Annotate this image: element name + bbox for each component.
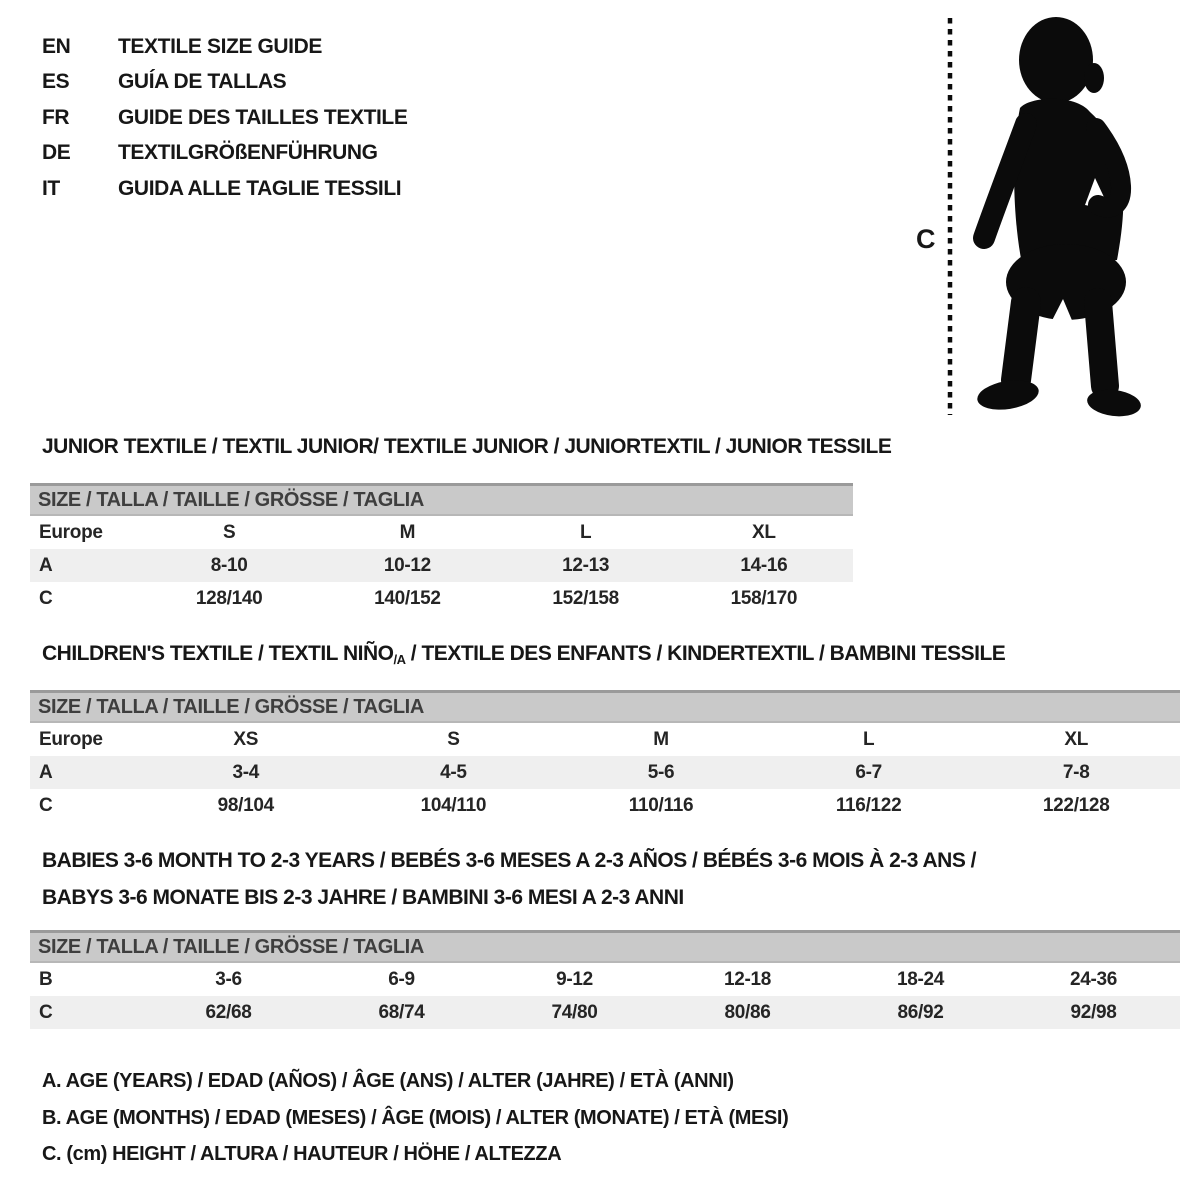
language-code: FR	[42, 105, 70, 129]
value-cell: 158/170	[730, 587, 798, 609]
row-label: A	[39, 554, 53, 576]
size-cell: L	[862, 728, 875, 750]
table-row-height	[30, 996, 1180, 1029]
value-cell: 80/86	[724, 1001, 771, 1023]
value-cell: 8-10	[210, 554, 248, 576]
row-label: Europe	[39, 728, 103, 750]
language-title: GUIDE DES TAILLES TEXTILE	[118, 105, 408, 129]
row-label: B	[39, 968, 53, 990]
babies-heading-line2: BABYS 3-6 MONATE BIS 2-3 JAHRE / BAMBINI 3-6 MESI A 2-3 ANNI	[42, 885, 684, 909]
value-cell: 140/152	[374, 587, 441, 609]
language-code: IT	[42, 176, 60, 200]
size-cell: S	[447, 728, 460, 750]
value-cell: 122/128	[1042, 794, 1110, 816]
measurement-legend	[42, 1063, 788, 1173]
value-cell: 12-13	[562, 554, 610, 576]
babies-section-heading	[42, 843, 976, 916]
size-header-bar: SIZE / TALLA / TAILLE / GRÖSSE / TAGLIA	[30, 690, 1180, 723]
language-title-list	[42, 29, 407, 206]
value-cell: 152/158	[552, 587, 619, 609]
children-heading-pre: CHILDREN'S TEXTILE / TEXTIL NIÑO	[42, 642, 394, 665]
value-cell: 74/80	[551, 1001, 598, 1023]
row-label: C	[39, 794, 53, 816]
language-title: TEXTILGRÖßENFÜHRUNG	[118, 141, 378, 165]
children-size-table	[30, 690, 1180, 822]
table-row-europe	[30, 516, 853, 549]
table-row-europe	[30, 723, 1180, 756]
value-cell: 3-6	[215, 968, 242, 990]
row-label: C	[39, 587, 53, 609]
legend-line-a: A. AGE (YEARS) / EDAD (AÑOS) / ÂGE (ANS) / ALTER (JAHRE) / ETÀ (ANNI)	[42, 1070, 734, 1092]
value-cell: 110/116	[628, 794, 694, 816]
size-cell: L	[579, 521, 592, 543]
size-cell: XL	[1064, 728, 1089, 750]
toddler-silhouette-icon	[975, 17, 1142, 419]
language-row-fr	[42, 100, 407, 135]
language-title: GUIDA ALLE TAGLIE TESSILI	[118, 176, 402, 200]
language-row-it	[42, 171, 407, 206]
junior-size-table	[30, 483, 853, 615]
value-cell: 10-12	[383, 554, 431, 576]
value-cell: 18-24	[896, 968, 945, 990]
language-code: EN	[42, 35, 71, 58]
value-cell: 24-36	[1069, 968, 1118, 990]
table-row-age	[30, 549, 853, 582]
value-cell: 62/68	[205, 1001, 252, 1023]
value-cell: 128/140	[195, 587, 263, 609]
babies-heading-line1: BABIES 3-6 MONTH TO 2-3 YEARS / BEBÉS 3-6 MESES A 2-3 AÑOS / BÉBÉS 3-6 MOIS À 2-3 ANS /	[42, 849, 977, 872]
value-cell: 14-16	[740, 554, 788, 576]
junior-section-heading: JUNIOR TEXTILE / TEXTIL JUNIOR/ TEXTILE JUNIOR / JUNIORTEXTIL / JUNIOR TESSILE	[42, 435, 892, 458]
value-cell: 86/92	[897, 1001, 944, 1023]
legend-line-b: B. AGE (MONTHS) / EDAD (MESES) / ÂGE (MOIS) / ALTER (MONATE) / ETÀ (MESI)	[42, 1106, 789, 1129]
height-label: C	[916, 224, 936, 254]
table-row-age	[30, 756, 1180, 789]
size-cell: M	[399, 521, 416, 543]
babies-size-table	[30, 930, 1180, 1029]
size-header-bar: SIZE / TALLA / TAILLE / GRÖSSE / TAGLIA	[30, 483, 853, 516]
children-section-heading	[42, 642, 1005, 667]
row-label: A	[39, 761, 53, 783]
language-title: TEXTILE SIZE GUIDE	[118, 35, 322, 58]
row-label: Europe	[39, 521, 103, 543]
language-title: GUÍA DE TALLAS	[118, 70, 287, 94]
children-heading-post: / TEXTILE DES ENFANTS / KINDERTEXTIL / BAMBINI TESSILE	[405, 642, 1006, 665]
value-cell: 68/74	[378, 1001, 425, 1023]
value-cell: 92/98	[1070, 1001, 1117, 1023]
value-cell: 116/122	[835, 794, 902, 816]
value-cell: 6-7	[855, 761, 882, 783]
language-row-es	[42, 64, 407, 99]
table-row-months	[30, 963, 1180, 996]
language-code: DE	[42, 141, 71, 165]
size-cell: XS	[233, 728, 259, 750]
language-code: ES	[42, 70, 70, 94]
children-heading-sub: /A	[393, 652, 406, 667]
size-cell: M	[653, 728, 669, 750]
language-row-de	[42, 135, 407, 170]
value-cell: 3-4	[232, 761, 260, 783]
value-cell: 12-18	[723, 968, 772, 990]
size-cell: XL	[752, 521, 776, 543]
value-cell: 5-6	[647, 761, 675, 783]
row-label: C	[39, 1001, 53, 1023]
table-row-height	[30, 582, 853, 615]
legend-line-c: C. (cm) HEIGHT / ALTURA / HAUTEUR / HÖHE / ALTEZZA	[42, 1143, 562, 1165]
table-row-height	[30, 789, 1180, 822]
value-cell: 104/110	[420, 794, 487, 816]
value-cell: 9-12	[556, 968, 593, 990]
language-row-en	[42, 29, 407, 64]
size-cell: S	[222, 521, 236, 543]
value-cell: 7-8	[1062, 761, 1090, 783]
height-measure-figure	[900, 14, 1145, 419]
size-header-bar: SIZE / TALLA / TAILLE / GRÖSSE / TAGLIA	[30, 930, 1180, 963]
value-cell: 6-9	[388, 968, 415, 990]
value-cell: 4-5	[440, 761, 467, 783]
value-cell: 98/104	[217, 794, 274, 816]
